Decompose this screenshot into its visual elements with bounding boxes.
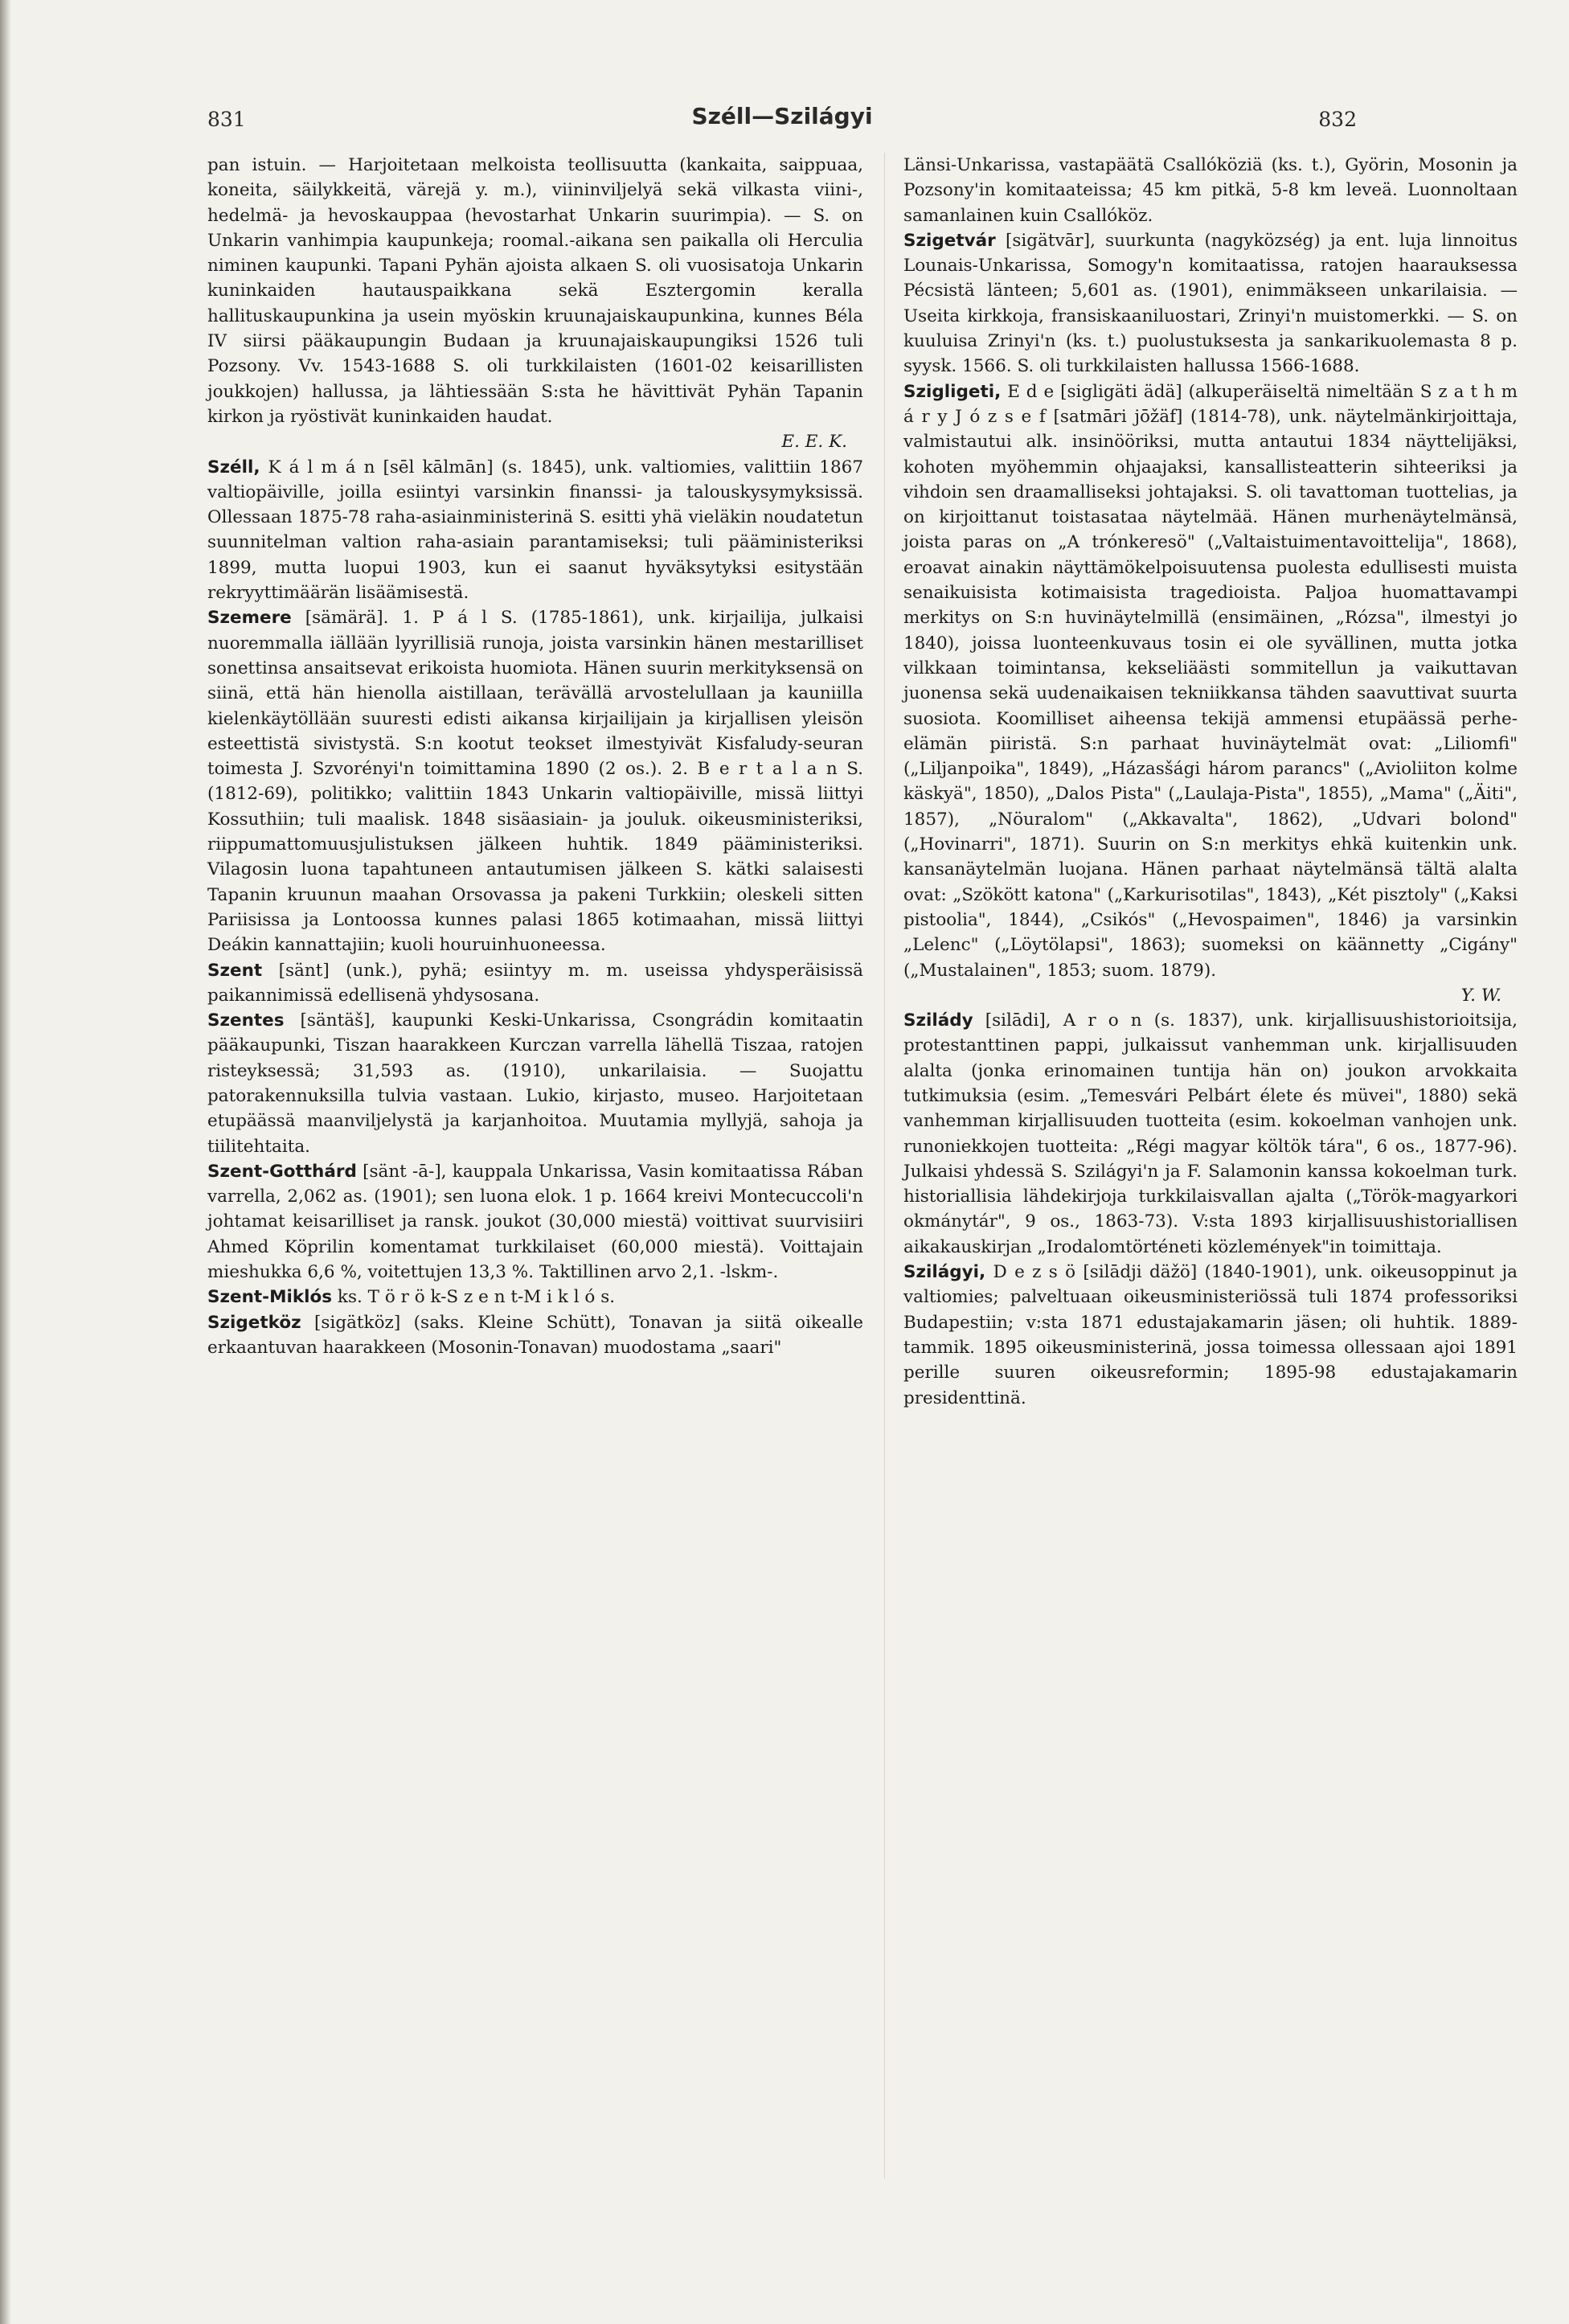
entry-body: [sänt] (unk.), pyhä; esiintyy m. m. useissa yhdysperäisissä paikannimissä edellisenä yhdysosana. — [207, 960, 863, 1006]
entry-body: [sigätvār], suurkunta (nagyközség) ja ent. luja linnoitus Lounais-Unkarissa, Somogy'n komitaatissa, ratojen haarauksessa Pécsistä länteen; 5,601 as. (1901), enimmäkseen unkarilaisia. — Useita kirkkoja, fransiskaaniluostari, Zrinyi'n muistomerkki. — S. on kuuluisa Zrinyi'n (ks. t.) puolustuksesta ja sankarikuolemasta 8 p. syysk. 1566. S. oli turkkilaisten hallussa 1566-1688. — [903, 230, 1518, 377]
entry-body: K á l m á n [sēl kālmān] (s. 1845), unk. valtiomies, valittiin 1867 valtiopäiville, joilla esiintyi varsinkin finanssi- ja talouskysymyksissä. Ollessaan 1875-78 raha-asiainministerinä S. esitti yhä vieläkin noudatetun suunnitelman valtion raha-asiain parantamiseksi; tuli pääministeriksi 1899, mutta luopui 1903, kun ei saanut hyväksytyksi esitystään rekryyttimäärän lisäämisestä. — [207, 457, 863, 604]
entry-headword: Szemere — [207, 608, 292, 629]
entry-headword: Szigetvár — [903, 230, 996, 251]
dictionary-entry — [207, 1159, 863, 1285]
right-column — [903, 153, 1518, 1411]
left-column — [207, 153, 863, 1360]
entry-headword: Szentes — [207, 1010, 285, 1031]
entry-body: [silādi], A r o n (s. 1837), unk. kirjallisuushistorioitsija, protestanttinen pappi, julkaissut vanhemman unk. kirjallisuuden alalta (jonka erinomainen tuntija hän on) joukon arvokkaita tutkimuksia (esim. „Temesvári Pelbárt élete és müvei", 1880) sekä vanhemman kirjallisuuden tuotteita (esim. kokoelman vanhojen unk. runoniekkojen tuotteita: „Régi magyar költök tára", 6 os., 1877-96). Julkaisi yhdessä S. Szilágyi'n ja F. Salamonin kanssa kokoelman turk. historiallisia lähdekirjoja turkkilaisvallan ajalta („Török-magyarkori okmánytár", 9 os., 1863-73). V:sta 1893 kirjallisuushistoriallisen aikakauskirjan „Irodalomtörténeti közlemények"in toimittaja. — [903, 1010, 1518, 1257]
entry-headword: Szigligeti, — [903, 381, 1002, 402]
entry-body: [sämärä]. 1. P á l S. (1785-1861), unk. kirjailija, julkaisi nuoremmalla iällään lyyrillisiä runoja, joista varsinkin hänen mestarilliset sonettinsa ansaitsevat erikoista huomiota. Hänen suurin merkityksensä on siinä, että hän hienolla aistillaan, terävällä arvostelullaan ja kauniilla kielenkäytöllään suuresti edisti aikansa kirjailijain ja kirjallisen yleisön esteettistä sivistystä. S:n kootut teokset ilmestyivät Kisfaludy-seuran toimesta J. Szvorényi'n toimittamina 1890 (2 os.). 2. B e r t a l a n S. (1812-69), politikko; valittiin 1843 Unkarin valtiopäiville, missä liittyi Kossuthiin; tuli maalisk. 1848 sisäasiain- ja jouluk. oikeusministeriksi, riippumattomuusjulistuksen jälkeen huhtik. 1849 pääministeriksi. Vilagosin luona tapahtuneen antautumisen jälkeen S. kätki salaisesti Tapanin kruunun maahan Orsovassa ja pakeni Turkkiin; oleskeli sitten Pariisissa ja Lontoossa kunnes palasi 1865 kotimaahan, missä liittyi Deákin kannattajiin; kuoli houruinhuoneessa. — [207, 608, 863, 956]
entry-body: [säntäš], kaupunki Keski-Unkarissa, Csongrádin komitaatin pääkaupunki, Tiszan haarakkeen Kurczan varrella lähellä Tiszaa, ratojen risteyksessä; 31,593 as. (1910), unkarilaisia. — Suojattu patorakennuksilla tulvia vastaan. Lukio, kirjasto, museo. Harjoitetaan etupäässä maanviljelystä ja karjanhoitoa. Muutamia myllyjä, sahoja ja tiilitehtaita. — [207, 1010, 863, 1157]
entry-headword: Szent — [207, 960, 263, 981]
entry-headword: Szent-Miklós — [207, 1287, 333, 1308]
entry-body: [sänt -ā-], kauppala Unkarissa, Vasin komitaatissa Rában varrella, 2,062 as. (1901); sen luona elok. 1 p. 1664 kreivi Montecuccoli'n johtamat keisarilliset ja ransk. joukot (30,000 miestä) voittivat suurvisiiri Ahmed Köprilin komentamat turkkilaiset (60,000 miestä). Voittajain mieshukka 6,6 %, voitettujen 13,3 %. Taktillinen arvo 2,1. -lskm-. — [207, 1161, 863, 1283]
entry-body: D e z s ö [silādji däžö] (1840-1901), unk. oikeusoppinut ja valtiomies; palveltuaan oikeusministeriössä tuli 1874 professoriksi Budapestiin; v:sta 1871 edustajakamarin jäsen; oli huhtik. 1889-tammik. 1895 oikeusministerinä, jossa toimessa ollessaan ajoi 1891 perille suuren oikeusreformin; 1895-98 edustajakamarin presidenttinä. — [903, 1262, 1518, 1408]
continued-text: Länsi-Unkarissa, vastapäätä Csallóköziä (ks. t.), Györin, Mosonin ja Pozsony'in komitaateissa; 45 km pitkä, 5-8 km leveä. Luonnoltaan samanlainen kuin Csallóköz. — [903, 155, 1518, 226]
dictionary-entry — [207, 1008, 863, 1159]
entry-headword: Szilády — [903, 1010, 973, 1031]
dictionary-entry — [903, 1260, 1518, 1411]
dictionary-entry — [207, 455, 863, 606]
entry-headword: Szent-Gotthárd — [207, 1161, 357, 1182]
entry-body: ks. T ö r ö k-S z e n t-M i k l ó s. — [332, 1287, 616, 1308]
entry-body: [sigätköz] (saks. Kleine Schütt), Tonavan ja siitä oikealle erkaantuvan haarakkeen (Mosonin-Tonavan) muodostama „saari" — [207, 1312, 863, 1358]
entry-body: E d e [sigligäti ädä] (alkuperäiseltä nimeltään S z a t h m á r y J ó z s e f [satmāri jōžäf] (1814-78), unk. näytelmänkirjoittaja, valmistautui alk. insinööriksi, mutta antautui 1834 näyttelijäksi, kohoten myöhemmin ohjaajaksi, kansallisteatterin sihteeriksi ja vihdoin sen draamalliseksi johtajaksi. S. oli tavattoman tuottelias, ja on kirjoittanut toistasataa näytelmää. Hänen murhenäytelmänsä, joista paras on „A trónkeresö" („Valtaistuimentavoittelija", 1868), eroavat ainakin näyttämökelpoisuutensa puolesta edullisesti muista senaikuisista kotimaisista tragedioista. Paljoa huomattavampi merkitys on S:n huvinäytelmillä (ensimäinen, „Rózsa", ilmestyi jo 1840), joissa luonteenkuvaus tosin ei ole syvällinen, mutta jotka vilkkaan toimintansa, kekseliäästi sommitellun ja vaikuttavan juonensa sekä uudenaikaisen tekniikkansa tähden saavuttivat suurta suosiota. Koomilliset aiheensa tekijä ammensi etupäässä perhe-elämän piiristä. S:n parhaat huvinäytelmät ovat: „Liliomfi" („Liljanpoika", 1849), „Házasšági három parancs" („Avioliiton kolme käskyä", 1850), „Dalos Pista" („Laulaja-Pista", 1855), „Mama" („Äiti", 1857), „Nöuralom" („Akkavalta", 1862), „Udvari bolond" („Hovinarri", 1871). Suurin on S:n merkitys ehkä kuitenkin unk. kansanäytelmän luojana. Hänen parhaat näytelmänsä tältä alalta ovat: „Szökött katona" („Karkurisotilas", 1843), „Két pisztoly" („Kaksi pistoolia", 1844), „Csikós" („Hevospaimen", 1846) ja varsinkin „Lelenc" („Löytölapsi", 1863); suomeksi on käännetty „Cigány" („Mustalainen", 1853; suom. 1879). — [903, 381, 1518, 981]
continued-text: pan istuin. — Harjoitetaan melkoista teollisuutta (kankaita, saippuaa, koneita, säilykkeitä, värejä y. m.), viininviljelyä sekä vilkasta viini-, hedelmä- ja hevoskauppaa (hevostarhat Unkarin suurimpia). — S. on Unkarin vanhimpia kaupunkeja; roomal.-aikana sen paikalla oli Herculia niminen kaupunki. Tapani Pyhän ajoista alkaen S. oli vuosisatoja Unkarin kuninkaiden hautauspaikkana sekä Esztergomin keralla hallituskaupunkina ja usein myöskin kruunajaiskaupunkina, kunnes Béla IV siirsi pääkaupungin Budaan ja kruunajaiskaupungiksi 1526 tuli Pozsony. Vv. 1543-1688 S. oli turkkilaisten (1601-02 keisarillisten joukkojen) hallussa, ja lähtiessään S:sta he hävittivät Pyhän Tapanin kirkon ja ryöstivät kuninkaiden haudat. — [207, 155, 863, 427]
page-header — [207, 103, 1357, 138]
scan-edge-shadow — [0, 0, 11, 2324]
author-signature: Y. W. — [1460, 985, 1501, 1006]
dictionary-entry — [207, 1285, 863, 1310]
entry-headword: Széll, — [207, 457, 260, 478]
dictionary-entry — [903, 1008, 1518, 1260]
author-signature: E. E. K. — [781, 432, 847, 453]
dictionary-entry — [903, 379, 1518, 983]
dictionary-entry — [207, 958, 863, 1009]
running-title: Széll—Szilágyi — [691, 103, 873, 129]
left-page-number: 831 — [207, 108, 246, 131]
column-gutter — [884, 153, 885, 2178]
dictionary-entry — [207, 1310, 863, 1361]
right-page-number: 832 — [1318, 108, 1357, 131]
dictionary-entry — [903, 228, 1518, 379]
dictionary-entry — [207, 605, 863, 957]
entry-headword: Szigetköz — [207, 1312, 301, 1333]
entry-headword: Szilágyi, — [903, 1262, 986, 1283]
